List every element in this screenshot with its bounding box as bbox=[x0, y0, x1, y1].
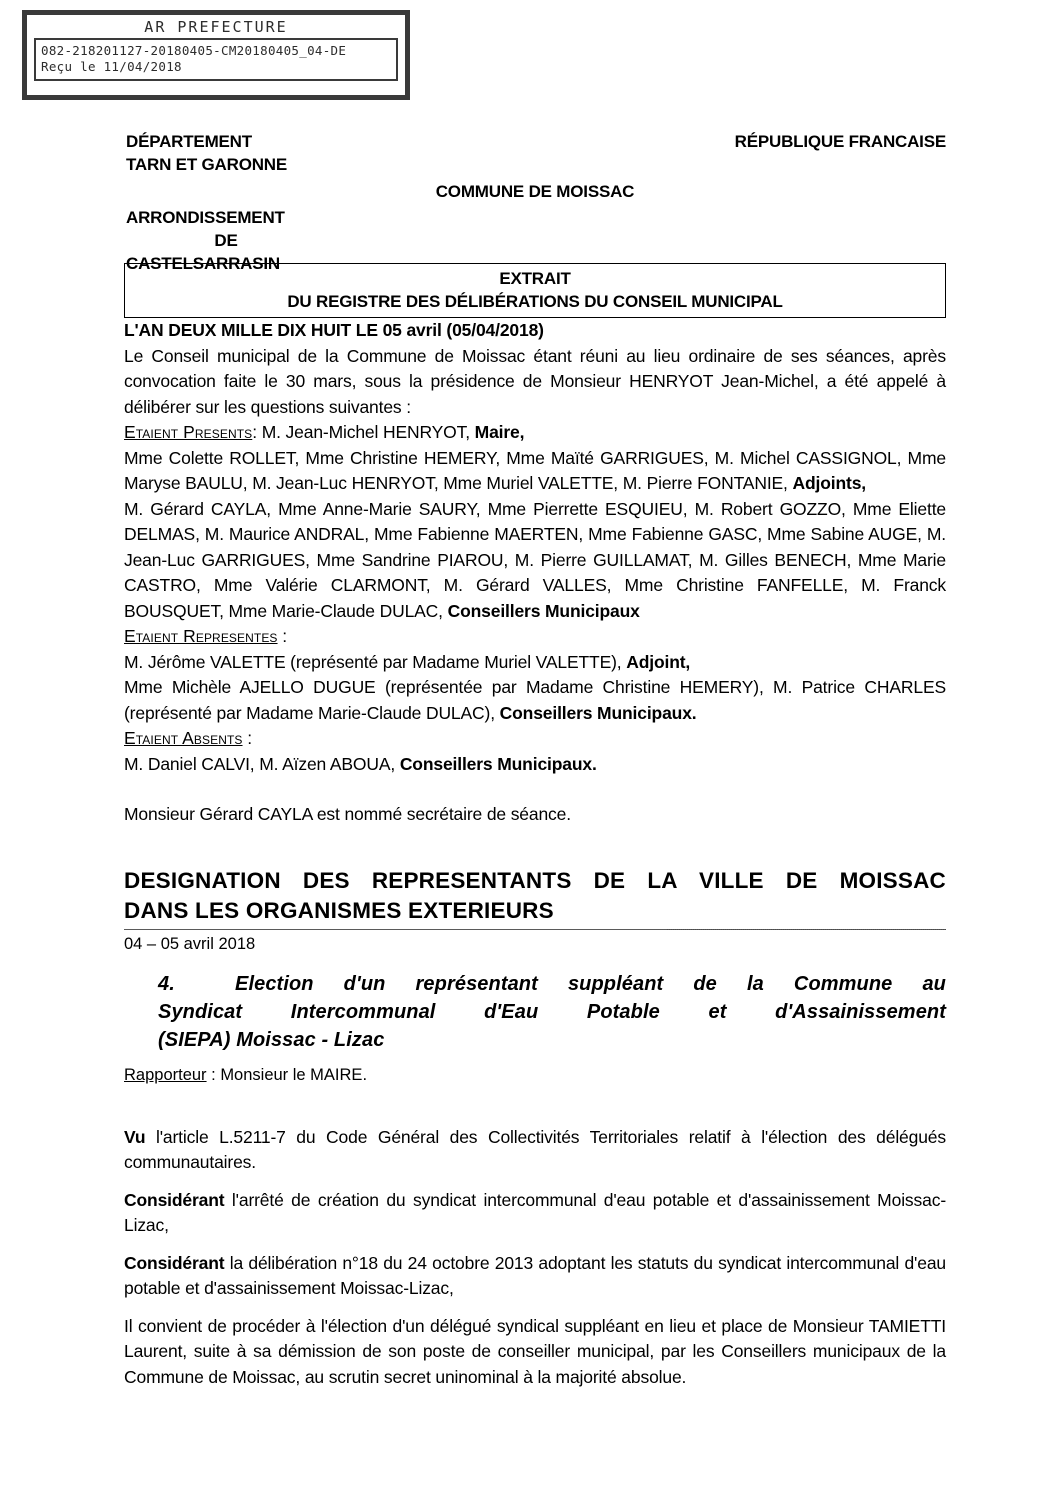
rapporteur-line bbox=[124, 1064, 946, 1087]
absents-role: Conseillers Municipaux. bbox=[399, 753, 597, 774]
extrait-line-2: DU REGISTRE DES DÉLIBÉRATIONS DU CONSEIL MUNICIPAL bbox=[287, 292, 783, 311]
representes-heading-line bbox=[124, 624, 946, 650]
commune-title: COMMUNE DE MOISSAC bbox=[435, 182, 635, 201]
year-line: L'AN DEUX MILLE DIX HUIT LE 05 avril (05/04/2018) bbox=[124, 320, 544, 340]
document-header bbox=[124, 130, 946, 273]
secretaire-line: Monsieur Gérard CAYLA est nommé secrétaire de séance. bbox=[124, 804, 571, 824]
agenda-item-line-2: Syndicat Intercommunal d'Eau Potable et d'Assainissement bbox=[158, 1000, 946, 1023]
stamp-title: AR PREFECTURE bbox=[144, 18, 288, 36]
considerant-2-text: la délibération n°18 du 24 octobre 2013 adoptant les statuts du syndicat intercommunal d'eau potable et d'assainissement Moissac-Lizac, bbox=[124, 1252, 946, 1298]
vu-label: Vu bbox=[124, 1126, 146, 1147]
presents-heading-line bbox=[124, 420, 946, 446]
ar-prefecture-stamp bbox=[22, 10, 410, 100]
considerant-2-paragraph bbox=[124, 1251, 946, 1302]
representes-label: Etaient Representes bbox=[124, 626, 278, 646]
presents-mayor: M. Jean-Michel HENRYOT, bbox=[261, 422, 475, 442]
presents-label: Etaient Presents bbox=[124, 422, 253, 442]
conseillers-role: Conseillers Municipaux bbox=[447, 600, 640, 621]
representes-line-2-role: Conseillers Municipaux. bbox=[499, 702, 697, 723]
closing-paragraph: Il convient de procéder à l'élection d'un délégué syndical suppléant en lieu et place de Monsieur TAMIETTI Laurent, suite à sa démission de son poste de conseiller municipal, par les Conseillers municipaux de la Commune de Moissac, au scrutin secret uninominal à la majorité absolue. bbox=[124, 1315, 946, 1387]
departement-label: DÉPARTEMENT bbox=[126, 132, 252, 151]
agenda-item-4 bbox=[124, 970, 946, 1054]
considerant-2-label: Considérant bbox=[124, 1252, 225, 1273]
presents-adjoints bbox=[124, 446, 946, 497]
rapporteur-label: Rapporteur bbox=[124, 1065, 207, 1084]
republique-francaise: RÉPUBLIQUE FRANCAISE bbox=[734, 132, 946, 151]
section-heading-line-2: DANS LES ORGANISMES EXTERIEURS bbox=[124, 897, 554, 923]
section-divider bbox=[124, 929, 946, 930]
adjoints-role: Adjoints, bbox=[792, 473, 866, 493]
stamp-reference: 082-218201127-20180405-CM20180405_04-DE bbox=[41, 43, 347, 58]
agenda-item-number: 4. bbox=[158, 972, 175, 995]
departement-name: TARN ET GARONNE bbox=[126, 155, 288, 174]
absents-colon: : bbox=[242, 728, 252, 748]
vu-text: l'article L.5211-7 du Code Général des Collectivités Territoriales relatif à l'élection des délégués communautaires. bbox=[124, 1126, 946, 1172]
presents-mayor-role: Maire, bbox=[474, 422, 525, 442]
extrait-line-1: EXTRAIT bbox=[499, 269, 571, 288]
preamble-paragraph: Le Conseil municipal de la Commune de Moissac étant réuni au lieu ordinaire de ses séances, après convocation faite le 30 mars, sous la présidence de Monsieur HENRYOT Jean-Michel, a été appelé à délibérer sur les questions suivantes : bbox=[124, 345, 946, 417]
considerant-1-label: Considérant bbox=[124, 1189, 225, 1210]
representes-line-2-text: Mme Michèle AJELLO DUGUE (représentée par Madame Christine HEMERY), M. Patrice CHARLES (représenté par Madame Marie-Claude DULAC), bbox=[124, 677, 946, 723]
representes-line-1 bbox=[124, 650, 946, 676]
rapporteur-value: : Monsieur le MAIRE. bbox=[206, 1065, 368, 1084]
absents-label: Etaient Absents bbox=[124, 728, 243, 748]
representes-line-2 bbox=[124, 675, 946, 726]
absents-heading-line bbox=[124, 726, 946, 752]
representes-line-1-text: M. Jérôme VALETTE (représenté par Madame Muriel VALETTE), bbox=[124, 651, 627, 672]
representes-colon: : bbox=[277, 626, 287, 646]
arrondissement-name: CASTELSARRASIN bbox=[126, 254, 280, 273]
considerant-1-text: l'arrêté de création du syndicat intercommunal d'eau potable et d'assainissement Moissac-Lizac, bbox=[124, 1189, 946, 1235]
document-body bbox=[124, 130, 946, 1390]
adjoints-names: Mme Colette ROLLET, Mme Christine HEMERY, Mme Maïté GARRIGUES, M. Michel CASSIGNOL, Mme Maryse BAULU, M. Jean-Luc HENRYOT, Mme Muriel VALETTE, M. Pierre FONTANIE, bbox=[124, 447, 946, 493]
representes-line-1-role: Adjoint, bbox=[626, 651, 691, 672]
stamp-received-date: Reçu le 11/04/2018 bbox=[41, 59, 182, 74]
arrondissement-de: DE bbox=[214, 231, 238, 250]
vu-paragraph bbox=[124, 1125, 946, 1176]
presents-colon: : bbox=[252, 422, 262, 442]
considerant-1-paragraph bbox=[124, 1188, 946, 1239]
agenda-item-line-3: (SIEPA) Moissac - Lizac bbox=[158, 1028, 385, 1051]
section-heading bbox=[124, 866, 946, 926]
section-date: 04 – 05 avril 2018 bbox=[124, 934, 256, 953]
absents-names: M. Daniel CALVI, M. Aïzen ABOUA, bbox=[124, 753, 400, 774]
arrondissement-block bbox=[126, 206, 356, 275]
conseillers-names: M. Gérard CAYLA, Mme Anne-Marie SAURY, Mme Pierrette ESQUIEU, M. Robert GOZZO, Mme Eliette DELMAS, M. Maurice ANDRAL, Mme Fabienne MAERTEN, Mme Fabienne GASC, Mme Sabine AUGE, M. Jean-Luc GARRIGUES, Mme Sandrine PIAROU, M. Pierre GUILLAMAT, M. Gilles BENECH, Mme Marie CASTRO, Mme Valérie CLARMONT, M. Gérard VALLES, Mme Christine FANFELLE, M. Franck BOUSQUET, Mme Marie-Claude DULAC, bbox=[124, 498, 946, 621]
presents-conseillers bbox=[124, 497, 946, 625]
agenda-item-text-1: Election d'un représentant suppléant de la Commune au bbox=[235, 972, 946, 995]
agenda-item-line-1 bbox=[158, 970, 946, 998]
section-heading-line-1: DESIGNATION DES REPRESENTANTS DE LA VILLE DE MOISSAC bbox=[124, 867, 946, 893]
stamp-reference-box bbox=[34, 38, 398, 81]
departement-block bbox=[126, 130, 386, 176]
arrondissement-label: ARRONDISSEMENT bbox=[126, 208, 285, 227]
absents-line bbox=[124, 752, 946, 778]
